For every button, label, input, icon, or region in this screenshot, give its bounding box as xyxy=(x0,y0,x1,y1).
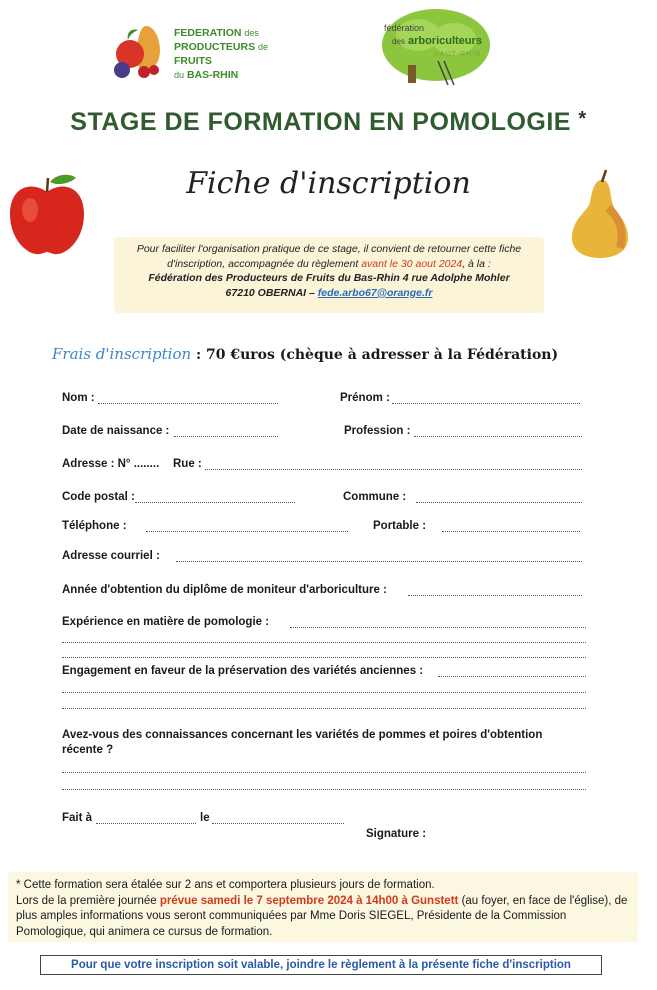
commune-label: Commune : xyxy=(343,491,407,503)
engagement-field-line3[interactable] xyxy=(62,708,586,709)
experience-field[interactable] xyxy=(290,627,586,628)
nom-field[interactable] xyxy=(98,403,278,404)
commune-field[interactable] xyxy=(416,502,582,503)
diplome-label: Année d'obtention du diplôme de moniteur d'arboriculture : xyxy=(62,584,387,596)
profession-label: Profession : xyxy=(344,425,411,437)
experience-field-line3[interactable] xyxy=(62,657,586,658)
prenom-label: Prénom : xyxy=(340,392,390,404)
logo-right-title: des arboriculteurs xyxy=(392,35,482,47)
engagement-field-line2[interactable] xyxy=(62,692,586,693)
code-postal-label: Code postal : xyxy=(62,491,135,503)
form-subtitle: Fiche d'inscription xyxy=(186,166,471,201)
fait-a-field[interactable] xyxy=(96,823,196,824)
experience-label: Expérience en matière de pomologie : xyxy=(62,616,270,628)
deadline: avant le 30 aout 2024 xyxy=(361,257,463,270)
validity-notice: Pour que votre inscription soit valable, joindre le règlement à la présente fiche d'inscription xyxy=(40,955,602,975)
engagement-field[interactable] xyxy=(438,676,586,677)
naissance-label: Date de naissance : xyxy=(62,425,170,437)
diplome-field[interactable] xyxy=(408,595,582,596)
adresse-label: Adresse : N° ........ xyxy=(62,458,160,470)
rue-label: Rue : xyxy=(173,458,202,470)
logo-federation-fruits xyxy=(108,20,308,80)
connaissances-field[interactable] xyxy=(62,772,586,773)
courriel-label: Adresse courriel : xyxy=(62,550,160,562)
telephone-label: Téléphone : xyxy=(62,520,127,532)
footer-info-box: * Cette formation sera étalée sur 2 ans et comportera plusieurs jours de formation. Lors de la première journée prévue samedi le 7 septembre 2024 à 14h00 à Gunstett (au foyer, en face de l'église), de plus amples informations vous seront communiquées par Mme Doris SIEGEL, Présidente de la Commission Pomologique, qui animera ce cursus de formation. xyxy=(8,872,638,942)
page-title: STAGE DE FORMATION EN POMOLOGIE * xyxy=(70,108,587,136)
organization-address: Fédération des Producteurs de Fruits du Bas-Rhin 4 rue Adolphe Mohler xyxy=(148,272,510,284)
connaissances-field-line2[interactable] xyxy=(62,789,586,790)
code-postal-field[interactable] xyxy=(135,502,295,503)
nom-label: Nom : xyxy=(62,392,95,404)
prenom-field[interactable] xyxy=(392,403,580,404)
logo-arboriculteurs: fédération des arboriculteurs HAUT-RHIN xyxy=(378,5,498,87)
first-session-date: prévue samedi le 7 septembre 2024 à 14h00 à Gunstett xyxy=(159,894,459,907)
profession-field[interactable] xyxy=(414,436,582,437)
date-field[interactable] xyxy=(212,823,344,824)
apple-icon xyxy=(8,170,86,258)
logo-left-text: FEDERATION des PRODUCTEURS de FRUITS du BAS-RHIN xyxy=(174,27,269,81)
fait-a-label: Fait à xyxy=(62,812,93,824)
pear-icon xyxy=(568,168,632,260)
instructions-box: Pour faciliter l'organisation pratique de ce stage, il convient de retourner cette fiche d'inscription, accompagnée du règlement avant le 30 aout 2024, à la : Fédération des Producteurs de Fruits du Bas-Rhin 4 rue Adolphe Mohler 67210 OBERNAI – fede.arbo67@orange.fr xyxy=(114,237,544,313)
signature-label: Signature : xyxy=(366,828,427,840)
le-label: le xyxy=(200,812,210,824)
experience-field-line2[interactable] xyxy=(62,642,586,643)
telephone-field[interactable] xyxy=(146,531,348,532)
fees-line: Frais d'inscription : 70 €uros (chèque à adresser à la Fédération) xyxy=(52,345,559,363)
portable-field[interactable] xyxy=(442,531,580,532)
connaissances-label: Avez-vous des connaissances concernant les variétés de pommes et poires d'obtention récente ? xyxy=(62,729,543,756)
portable-label: Portable : xyxy=(373,520,427,532)
email-link[interactable]: fede.arbo67@orange.fr xyxy=(317,286,433,299)
naissance-field[interactable] xyxy=(174,436,278,437)
courriel-field[interactable] xyxy=(176,561,582,562)
fruits-logo-icon xyxy=(108,20,172,80)
engagement-label: Engagement en faveur de la préservation des variétés anciennes : xyxy=(62,665,424,677)
rue-field[interactable] xyxy=(205,469,582,470)
